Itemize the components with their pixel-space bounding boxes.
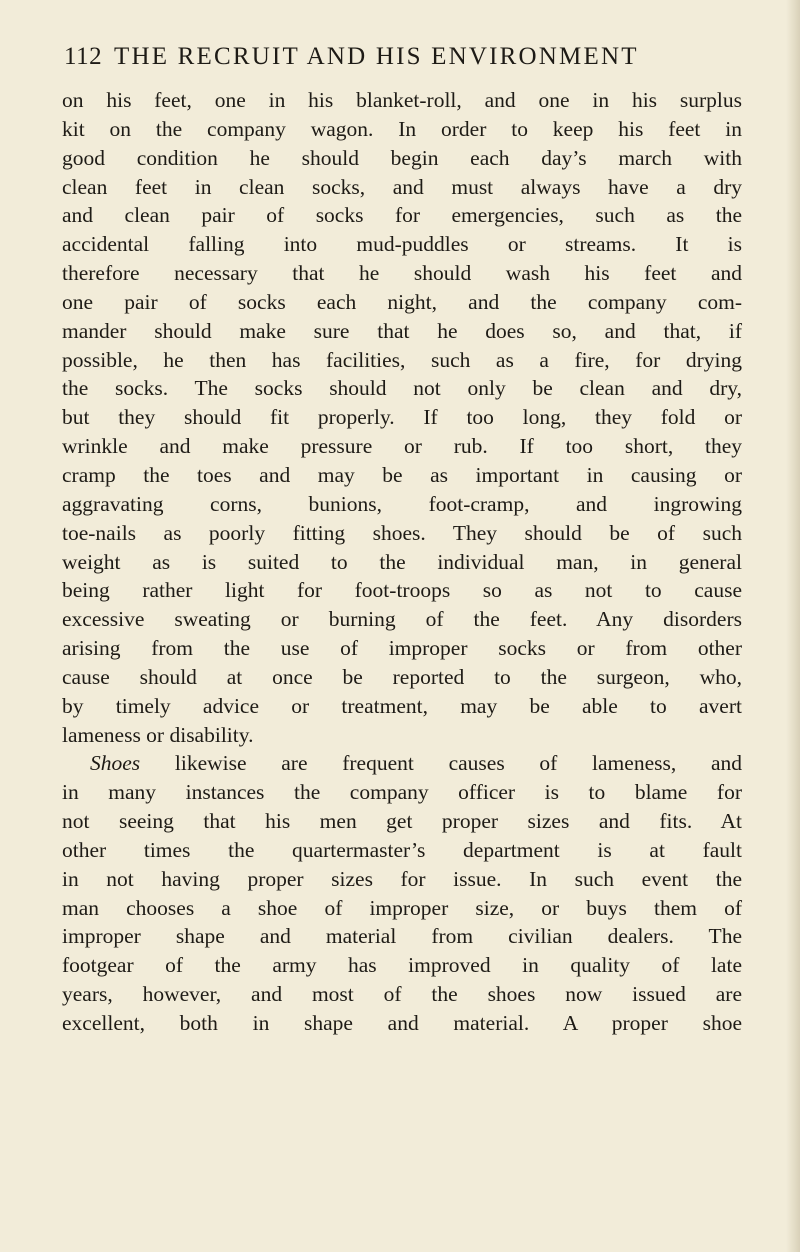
text-line: accidental falling into mud-puddles or streams. It is <box>62 232 742 257</box>
text-line: years, however, and most of the shoes now issued are <box>62 982 742 1007</box>
text-line: but they should fit properly. If too long, they fold or <box>62 405 742 430</box>
text-line: arising from the use of improper socks or from other <box>62 636 742 661</box>
text-line: on his feet, one in his blanket-roll, and one in his surplus <box>62 88 742 112</box>
text-line: and clean pair of socks for emergencies, such as the <box>62 203 742 228</box>
text-line: excessive sweating or burning of the feet. Any disorders <box>62 607 742 632</box>
text-line: in many instances the company officer is to blame for <box>62 780 742 805</box>
text-line: weight as is suited to the individual man, in general <box>62 549 742 574</box>
text-line: mander should make sure that he does so, and that, if <box>62 318 742 343</box>
text-line <box>62 749 742 778</box>
text-line: good condition he should begin each day’s march with <box>62 145 742 170</box>
text-line: therefore necessary that he should wash his feet and <box>62 261 742 286</box>
text-line: not seeing that his men get proper sizes and fits. At <box>62 809 742 834</box>
italic-lead-word: Shoes <box>90 751 141 776</box>
body-text <box>62 86 742 1038</box>
text-line: lameness or disability. <box>62 722 254 747</box>
text-line-rest: likewise are frequent causes of lameness, and <box>140 751 742 776</box>
text-line: clean feet in clean socks, and must always have a dry <box>62 174 742 199</box>
text-line: the socks. The socks should not only be clean and dry, <box>62 376 742 401</box>
text-line: in not having proper sizes for issue. In such event the <box>62 866 742 891</box>
text-line: other times the quartermaster’s department is at fault <box>62 837 742 862</box>
paragraph-2 <box>62 749 742 1037</box>
text-line: by timely advice or treatment, may be able to avert <box>62 693 742 718</box>
page-header <box>64 40 744 74</box>
text-line: footgear of the army has improved in quality of late <box>62 953 742 978</box>
text-line: aggravating corns, bunions, foot-cramp, and ingrowing <box>62 491 742 516</box>
text-line: man chooses a shoe of improper size, or buys them of <box>62 895 742 920</box>
paragraph-1 <box>62 86 742 749</box>
text-line: one pair of socks each night, and the company com- <box>62 289 742 314</box>
text-line: kit on the company wagon. In order to keep his feet in <box>62 116 742 141</box>
running-title: THE RECRUIT AND HIS ENVIRONMENT <box>114 43 639 70</box>
text-line: toe-nails as poorly fitting shoes. They should be of such <box>62 520 742 545</box>
text-line: cause should at once be reported to the surgeon, who, <box>62 664 742 689</box>
page-number: 112 <box>64 43 103 70</box>
text-line: cramp the toes and may be as important in causing or <box>62 462 742 487</box>
text-line: improper shape and material from civilian dealers. The <box>62 924 742 949</box>
text-line: excellent, both in shape and material. A proper shoe <box>62 1011 742 1035</box>
page-edge-shadow <box>786 0 800 1252</box>
text-line: being rather light for foot-troops so as not to cause <box>62 578 742 603</box>
text-line: wrinkle and make pressure or rub. If too short, they <box>62 434 742 459</box>
text-line: possible, he then has facilities, such as a fire, for drying <box>62 347 742 372</box>
